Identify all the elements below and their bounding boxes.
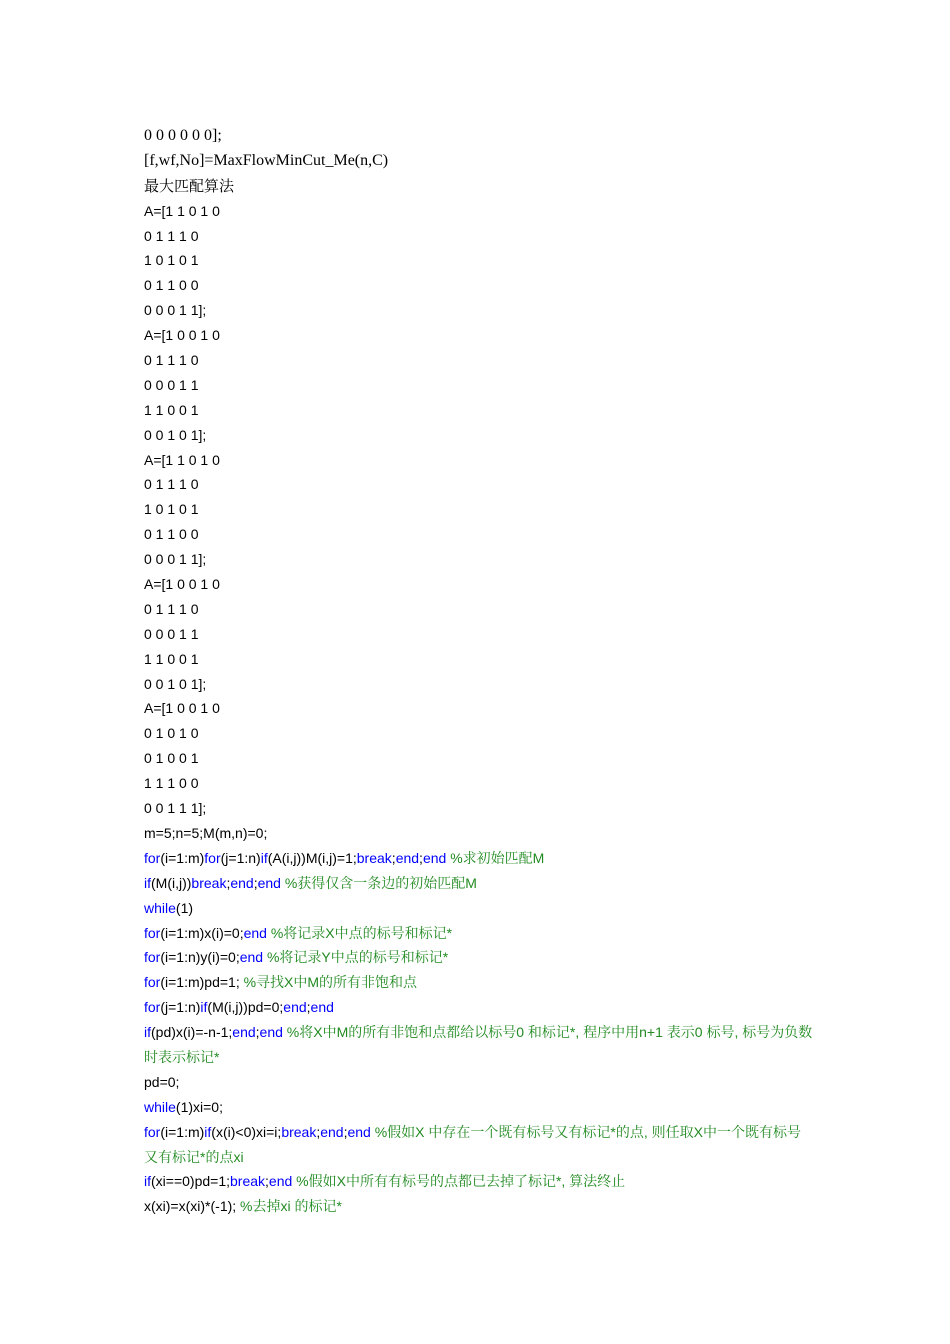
- keyword: end: [320, 1123, 344, 1140]
- code-line: [144, 124, 814, 149]
- code-text: 0 0 0 1 1: [144, 376, 199, 393]
- code-text: A=[1 0 0 1 0: [144, 576, 220, 593]
- code-line: [144, 1169, 814, 1194]
- keyword: end: [422, 849, 447, 866]
- code-line: [144, 945, 814, 970]
- code-text: ;: [316, 1123, 321, 1140]
- code-text: 0 1 1 1 0: [144, 476, 199, 493]
- code-text: 0 0 0 1 1];: [144, 551, 207, 568]
- code-line: [144, 821, 814, 846]
- keyword: end: [395, 849, 420, 866]
- code-text: (M(i,j))pd=0;: [207, 999, 284, 1016]
- keyword: if: [200, 999, 208, 1016]
- code-text: 0 0 1 1 1];: [144, 800, 207, 817]
- keyword: end: [268, 1173, 293, 1190]
- keyword: end: [257, 874, 281, 891]
- comment: %将X中M的所有非饱和点都给以标号0 和标记*, 程序中用n+1 表示0 标号, 标号为负数时表示标记*: [144, 1024, 813, 1065]
- comment: %假如X中所有有标号的点都已去掉了标记*, 算法终止: [296, 1173, 626, 1190]
- code-line: [144, 448, 814, 473]
- code-line: [144, 896, 814, 921]
- keyword: end: [259, 1024, 283, 1041]
- code-text: 0 1 1 0 0: [144, 277, 199, 294]
- code-text: A=[1 1 0 1 0: [144, 202, 220, 219]
- code-text: (x(i)<0)xi=i;: [211, 1123, 282, 1140]
- code-text: 1 0 1 0 1: [144, 252, 199, 269]
- code-line: [144, 696, 814, 721]
- keyword: end: [347, 1123, 371, 1140]
- keyword: break: [230, 1173, 266, 1190]
- code-line: [144, 323, 814, 348]
- code-text: ;: [391, 849, 396, 866]
- code-line: [144, 771, 814, 796]
- code-text: (i=1:m): [160, 1123, 205, 1140]
- code-line: [144, 273, 814, 298]
- code-text: 最大匹配算法: [144, 176, 235, 195]
- code-text: (M(i,j)): [151, 874, 192, 891]
- comment: %获得仅含一条边的初始匹配M: [284, 874, 477, 891]
- code-line: [144, 746, 814, 771]
- code-text: 0 0 0 1 1];: [144, 302, 207, 319]
- comment: %寻找X中M的所有非饱和点: [243, 974, 418, 991]
- code-text: 0 0 1 0 1];: [144, 675, 207, 692]
- keyword: while: [144, 899, 176, 916]
- code-text: 0 0 0 0 0 0];: [144, 127, 222, 144]
- code-line: [144, 721, 814, 746]
- code-line: [144, 647, 814, 672]
- code-text: ;: [265, 1173, 269, 1190]
- code-text: ;: [226, 874, 231, 891]
- code-line: [144, 995, 814, 1020]
- code-text: A=[1 1 0 1 0: [144, 451, 220, 468]
- code-text: (pd)x(i)=-n-1;: [151, 1024, 233, 1041]
- code-line: [144, 199, 814, 224]
- code-text: pd=0;: [144, 1073, 180, 1090]
- keyword: if: [204, 1123, 212, 1140]
- code-text: 1 1 0 0 1: [144, 650, 199, 667]
- code-text: 1 1 1 0 0: [144, 775, 199, 792]
- code-line: [144, 174, 814, 199]
- code-text: x(xi)=x(xi)*(-1);: [144, 1198, 241, 1215]
- code-text: (A(i,j))M(i,j)=1;: [267, 849, 357, 866]
- code-text: A=[1 0 0 1 0: [144, 700, 220, 717]
- code-line: [144, 149, 814, 174]
- code-line: [144, 572, 814, 597]
- code-text: [f,wf,No]=MaxFlowMinCut_Me(n,C): [144, 151, 389, 169]
- code-line: [144, 597, 814, 622]
- keyword: end: [283, 999, 307, 1016]
- code-line: [144, 547, 814, 572]
- comment: %假如X 中存在一个既有标号又有标记*的点, 则任取X中一个既有标号又有标记*的点xi: [144, 1123, 801, 1165]
- code-text: 1 1 0 0 1: [144, 401, 199, 418]
- keyword: break: [356, 849, 392, 866]
- code-text: ;: [253, 874, 258, 891]
- keyword: end: [230, 874, 254, 891]
- code-line: [144, 348, 814, 373]
- keyword: break: [281, 1123, 317, 1140]
- keyword: while: [144, 1098, 176, 1115]
- code-line: [144, 398, 814, 423]
- code-text: 0 0 0 1 1: [144, 625, 199, 642]
- code-text: 0 1 1 1 0: [144, 600, 199, 617]
- keyword: for: [204, 849, 221, 866]
- code-line: [144, 522, 814, 547]
- code-line: [144, 497, 814, 522]
- code-text: (1)xi=0;: [175, 1098, 223, 1115]
- keyword: if: [144, 874, 151, 891]
- document-body: [144, 124, 814, 1219]
- code-line: [144, 224, 814, 249]
- code-text: 0 1 1 0 0: [144, 526, 199, 543]
- keyword: end: [243, 924, 267, 941]
- keyword: end: [239, 949, 264, 966]
- code-text: 0 1 1 1 0: [144, 352, 199, 369]
- code-line: [144, 423, 814, 448]
- code-text: (xi==0)pd=1;: [151, 1173, 230, 1190]
- code-text: ;: [306, 999, 311, 1016]
- code-text: 0 1 1 1 0: [144, 227, 199, 244]
- keyword: for: [144, 924, 161, 941]
- code-line: [144, 373, 814, 398]
- code-line: [144, 1194, 814, 1219]
- code-text: (j=1:n): [220, 849, 261, 866]
- keyword: if: [144, 1173, 151, 1190]
- keyword: break: [191, 874, 227, 891]
- keyword: if: [144, 1024, 151, 1041]
- keyword: end: [310, 999, 334, 1016]
- code-text: 0 0 1 0 1];: [144, 426, 207, 443]
- code-text: (i=1:m)x(i)=0;: [160, 924, 244, 941]
- code-line: [144, 921, 814, 946]
- keyword: for: [144, 1123, 161, 1140]
- keyword: for: [144, 849, 161, 866]
- code-line: [144, 1020, 814, 1070]
- code-line: [144, 472, 814, 497]
- code-text: (j=1:n): [160, 999, 201, 1016]
- code-line: [144, 672, 814, 697]
- keyword: for: [144, 999, 161, 1016]
- comment: %去掉xi 的标记*: [240, 1198, 342, 1215]
- keyword: end: [232, 1024, 256, 1041]
- code-text: A=[1 0 0 1 0: [144, 327, 220, 344]
- code-line: [144, 796, 814, 821]
- code-text: ;: [419, 849, 423, 866]
- comment: %求初始匹配M: [450, 849, 545, 866]
- code-line: [144, 622, 814, 647]
- comment: %将记录X中点的标号和标记*: [270, 924, 453, 941]
- code-text: ;: [343, 1123, 348, 1140]
- keyword: if: [260, 849, 268, 866]
- code-text: (i=1:m)pd=1;: [160, 974, 244, 991]
- keyword: for: [144, 974, 161, 991]
- code-line: [144, 1095, 814, 1120]
- code-line: [144, 248, 814, 273]
- code-text: (i=1:m): [160, 849, 205, 866]
- comment: %将记录Y中点的标号和标记*: [266, 949, 449, 966]
- code-text: (i=1:n)y(i)=0;: [160, 949, 240, 966]
- code-line: [144, 871, 814, 896]
- keyword: for: [144, 949, 161, 966]
- code-line: [144, 970, 814, 995]
- code-text: 1 0 1 0 1: [144, 501, 199, 518]
- code-line: [144, 1120, 814, 1170]
- code-line: [144, 1070, 814, 1095]
- code-text: m=5;n=5;M(m,n)=0;: [144, 824, 268, 841]
- code-text: ;: [255, 1024, 260, 1041]
- code-line: [144, 846, 814, 871]
- code-text: 0 1 0 1 0: [144, 725, 199, 742]
- code-text: 0 1 0 0 1: [144, 750, 199, 767]
- code-line: [144, 298, 814, 323]
- code-text: (1): [175, 899, 194, 916]
